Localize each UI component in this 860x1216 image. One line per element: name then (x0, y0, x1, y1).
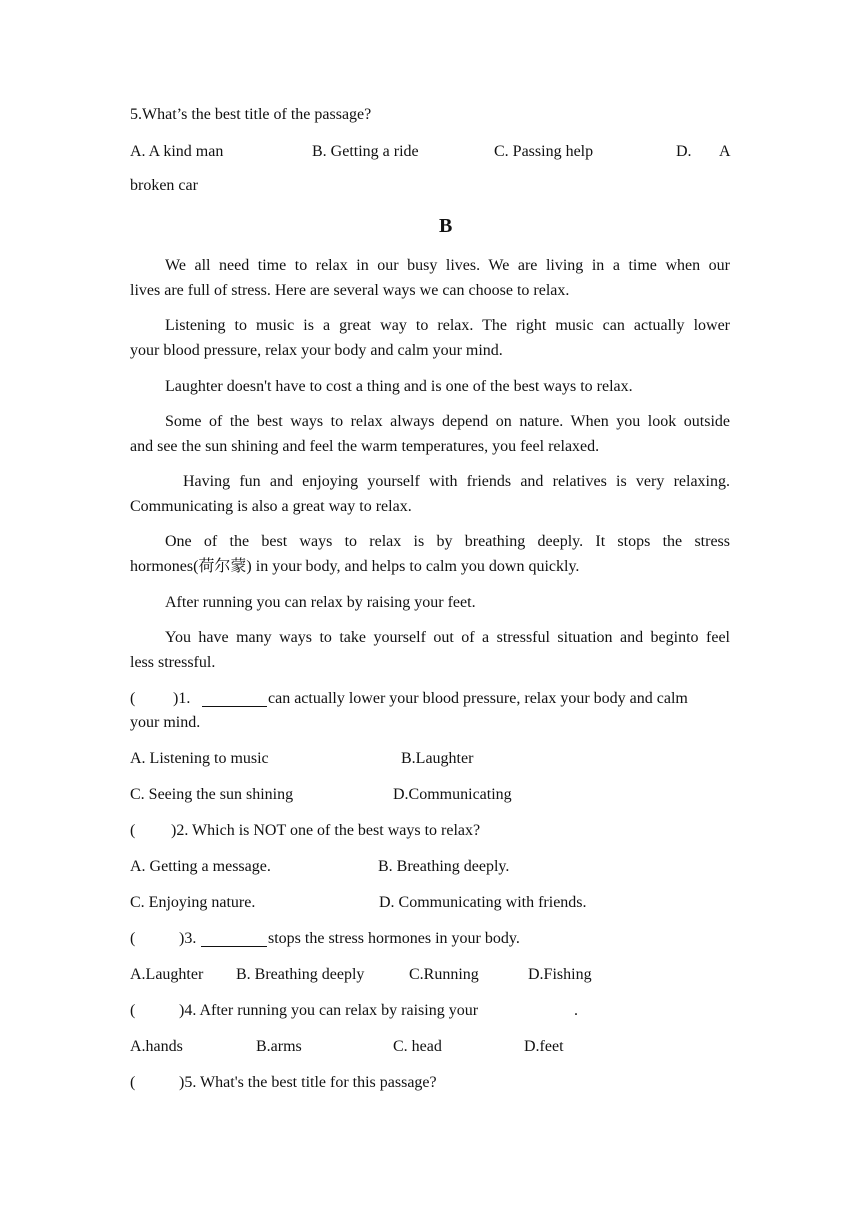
prev-question-5: 5.What’s the best title of the passage? (130, 106, 372, 123)
section-title: B (439, 215, 453, 237)
q2-paren-open: ( (130, 822, 136, 839)
prev-option-d-continued: broken car (130, 177, 198, 194)
prev-option-b: B. Getting a ride (312, 143, 419, 160)
passage-p6-line1: One of the best ways to relax is by breathing deeply. It stops the stress (165, 533, 730, 550)
passage-p2-line2: your blood pressure, relax your body and calm your mind. (130, 342, 503, 359)
q4-option-d: D.feet (524, 1038, 564, 1055)
q4-text: )4. After running you can relax by raising your (179, 1002, 479, 1019)
q1-number: )1. (173, 690, 191, 707)
passage-p5-line1: Having fun and enjoying yourself with friends and relatives is very relaxing. (183, 473, 730, 490)
passage-p4-line1: Some of the best ways to relax always depend on nature. When you look outside (165, 413, 730, 430)
prev-option-c: C. Passing help (494, 143, 594, 160)
q1-option-a: A. Listening to music (130, 750, 269, 767)
q1-option-d: D.Communicating (393, 786, 512, 803)
prev-option-d-word: A (719, 143, 731, 160)
passage-p8-line2: less stressful. (130, 654, 216, 671)
prev-option-d-letter: D. (676, 143, 692, 160)
q5-paren-open: ( (130, 1074, 136, 1091)
q1-paren-open: ( (130, 690, 136, 707)
q3-answer-blank[interactable] (201, 930, 267, 947)
q1-text-continued: your mind. (130, 714, 201, 731)
passage-p3: Laughter doesn't have to cost a thing and is one of the best ways to relax. (165, 378, 633, 395)
q5-text: )5. What's the best title for this passage? (179, 1074, 437, 1091)
passage-p8-line1: You have many ways to take yourself out of a stressful situation and beginto feel (165, 629, 730, 646)
passage-p1-line2: lives are full of stress. Here are several ways we can choose to relax. (130, 282, 570, 299)
q3-option-a: A.Laughter (130, 966, 204, 983)
q1-text: can actually lower your blood pressure, relax your body and calm (268, 690, 688, 707)
q2-option-a: A. Getting a message. (130, 858, 271, 875)
q3-option-d: D.Fishing (528, 966, 592, 983)
passage-p6-line2: hormones(荷尔蒙) in your body, and helps to calm you down quickly. (130, 558, 580, 575)
q3-option-b: B. Breathing deeply (236, 966, 365, 983)
passage-p2-line1: Listening to music is a great way to relax. The right music can actually lower (165, 317, 730, 334)
q4-option-a: A.hands (130, 1038, 183, 1055)
passage-p5-line2: Communicating is also a great way to relax. (130, 498, 412, 515)
q4-option-c: C. head (393, 1038, 442, 1055)
q4-period: . (574, 1002, 578, 1019)
q3-option-c: C.Running (409, 966, 479, 983)
q1-answer-blank[interactable] (202, 690, 267, 707)
passage-p7: After running you can relax by raising your feet. (165, 594, 476, 611)
passage-p1-line1: We all need time to relax in our busy lives. We are living in a time when our (165, 257, 730, 274)
q4-option-b: B.arms (256, 1038, 302, 1055)
prev-option-a: A. A kind man (130, 143, 224, 160)
q3-number: )3. (179, 930, 197, 947)
q1-option-b: B.Laughter (401, 750, 474, 767)
q2-option-c: C. Enjoying nature. (130, 894, 256, 911)
q3-text: stops the stress hormones in your body. (268, 930, 520, 947)
q4-paren-open: ( (130, 1002, 136, 1019)
passage-p4-line2: and see the sun shining and feel the warm temperatures, you feel relaxed. (130, 438, 600, 455)
q2-option-b: B. Breathing deeply. (378, 858, 510, 875)
q2-text: )2. Which is NOT one of the best ways to relax? (171, 822, 481, 839)
q1-option-c: C. Seeing the sun shining (130, 786, 294, 803)
q3-paren-open: ( (130, 930, 136, 947)
q2-option-d: D. Communicating with friends. (379, 894, 587, 911)
